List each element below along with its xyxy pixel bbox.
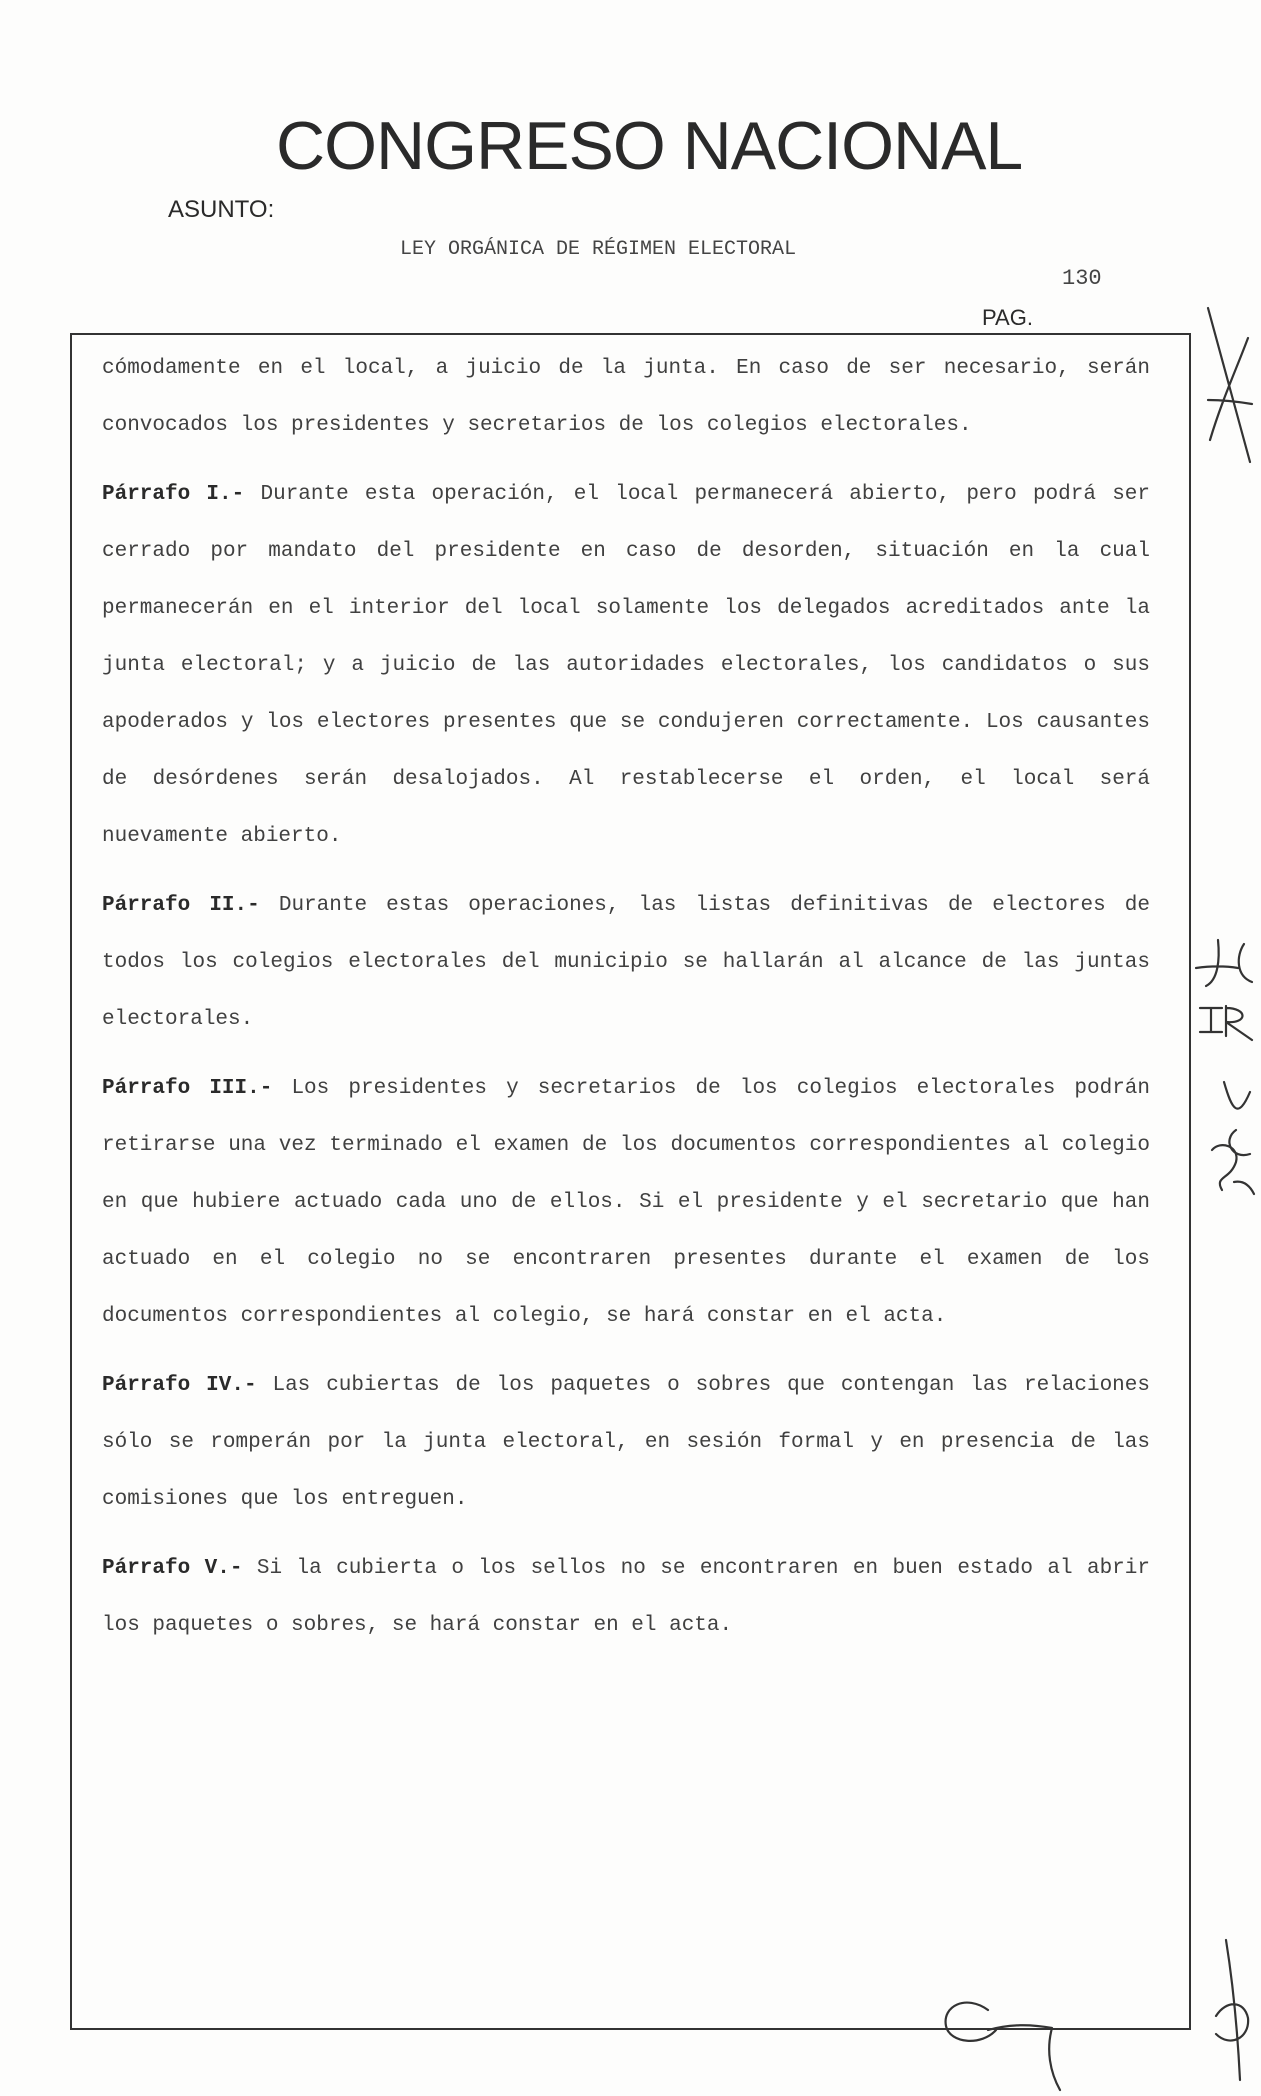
pag-label: PAG. bbox=[982, 305, 1033, 330]
initial-mark-ir bbox=[1200, 1006, 1252, 1040]
paragraph-text: Los presidentes y secretarios de los colegios electorales podrán retirarse una vez terminado el examen de los documentos correspondientes al colegio en que hubiere actuado cada uno de ellos. Si el presidente y el secretario que han actuado en el colegio no se encontraren presentes durante el examen de los documentos correspondientes al colegio, se hará constar en el acta. bbox=[102, 1077, 1151, 1328]
initial-mark-bottom bbox=[1216, 1940, 1248, 2080]
paragraph-label: Párrafo V.- bbox=[102, 1557, 243, 1580]
document-header-title: CONGRESO NACIONAL bbox=[276, 108, 1023, 184]
paragraph-text: Durante esta operación, el local permanecerá abierto, pero podrá ser cerrado por mandato del presidente en caso de desorden, situación en la cual permanecerán en el interior del local solamente los delegados acreditados ante la junta electoral; y a juicio de las autoridades electorales, los candidatos o sus apoderados y los electores presentes que se condujeren correctamente. Los causantes de desórdenes serán desalojados. Al restablecerse el orden, el local será nuevamente abierto. bbox=[102, 483, 1150, 848]
intro-paragraph: cómodamente en el local, a juicio de la junta. En caso de ser necesario, serán convocados los presidentes y secretarios de los colegios electorales. bbox=[102, 357, 1150, 437]
paragraph-label: Párrafo I.- bbox=[102, 483, 245, 506]
paragraph-text: Si la cubierta o los sellos no se encontraren en buen estado al abrir los paquetes o sobres, se hará constar en el acta. bbox=[102, 1557, 1150, 1637]
paragraph-text: Durante estas operaciones, las listas definitivas de electores de todos los colegios electorales del municipio se hallarán al alcance de las juntas electorales. bbox=[102, 894, 1150, 1031]
initial-mark-top bbox=[1208, 308, 1252, 462]
page-number: 130 bbox=[1062, 266, 1102, 291]
paragraph-label: Párrafo III.- bbox=[102, 1077, 273, 1100]
initial-mark-signature bbox=[1212, 1145, 1254, 1194]
document-subject: LEY ORGÁNICA DE RÉGIMEN ELECTORAL bbox=[400, 238, 797, 261]
asunto-label: ASUNTO: bbox=[168, 196, 275, 223]
paragraph-label: Párrafo IV.- bbox=[102, 1374, 257, 1397]
paragraph-label: Párrafo II.- bbox=[102, 894, 260, 917]
initial-mark-jc bbox=[1196, 940, 1252, 986]
paragraph-text: Las cubiertas de los paquetes o sobres que contengan las relaciones sólo se romperán por la junta electoral, en sesión formal y en presencia de las comisiones que los entreguen. bbox=[102, 1374, 1150, 1511]
initial-mark-g bbox=[946, 2003, 1060, 2090]
initial-mark-vc bbox=[1224, 1082, 1250, 1155]
